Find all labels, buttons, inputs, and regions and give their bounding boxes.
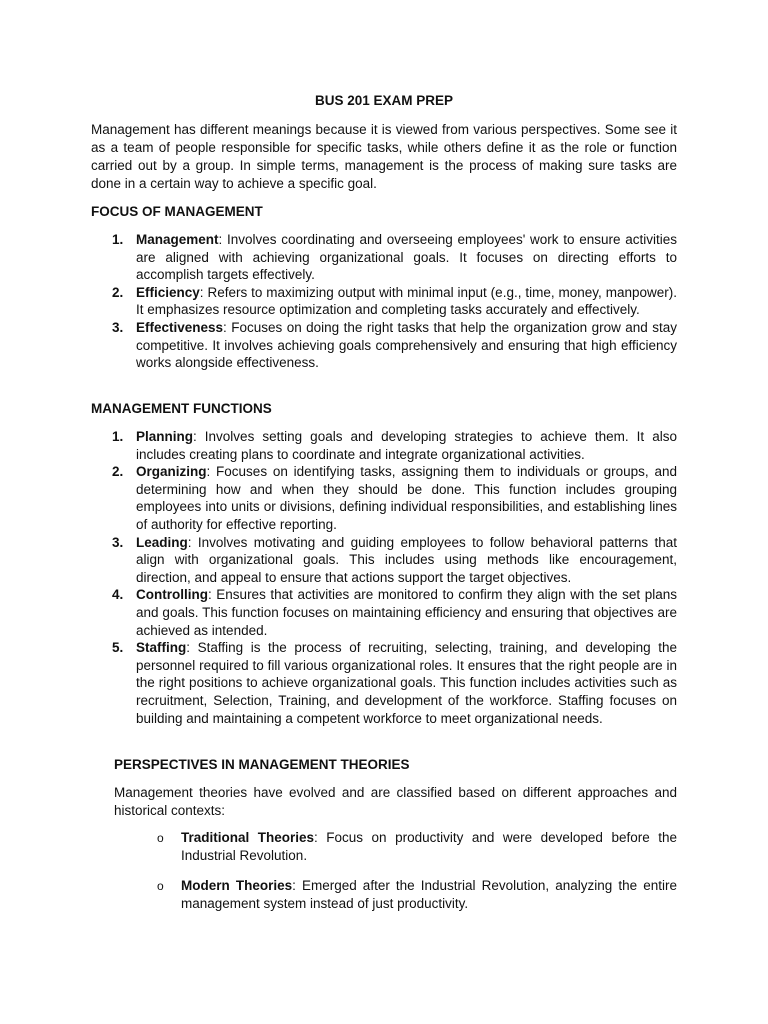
item-text: : Focuses on identifying tasks, assigning them to individuals or groups, and determining how and when they should be done. This function includes grouping employees into units or divisions, defining individual responsibilities, and establishing lines of authority for effective reporting. bbox=[136, 464, 677, 532]
item-text: : Involves setting goals and developing strategies to achieve them. It also includes creating plans to coordinate and integrate organizational activities. bbox=[136, 429, 677, 462]
item-term: Leading bbox=[136, 534, 188, 550]
item-term: Planning bbox=[136, 429, 193, 444]
item-term: Organizing bbox=[136, 464, 207, 480]
bullet-circle-icon: o bbox=[157, 879, 164, 893]
functions-list bbox=[91, 428, 677, 727]
list-number: 2. bbox=[112, 284, 124, 300]
list-number: 3. bbox=[112, 319, 124, 335]
function-item bbox=[91, 428, 677, 463]
focus-item bbox=[91, 319, 677, 372]
item-term: Modern Theories bbox=[181, 878, 293, 893]
focus-heading: FOCUS OF MANAGEMENT bbox=[91, 204, 263, 219]
focus-item bbox=[91, 284, 677, 319]
list-number: 5. bbox=[112, 640, 124, 656]
item-text: : Refers to maximizing output with minimal input (e.g., time, money, manpower). It emphasizes resource optimization and completing tasks accurately and effectively. bbox=[136, 284, 677, 318]
item-text: : Ensures that activities are monitored to confirm they align with the set plans and goals. This function focuses on maintaining efficiency and ensuring that objectives are achieved as intended. bbox=[136, 587, 677, 638]
item-text: : Emerged after the Industrial Revolution, analyzing the entire management system instead of just productivity. bbox=[181, 878, 677, 911]
item-term: Controlling bbox=[136, 587, 208, 603]
perspectives-heading: PERSPECTIVES IN MANAGEMENT THEORIES bbox=[114, 757, 410, 772]
item-term: Effectiveness bbox=[136, 319, 224, 335]
item-text: : Involves motivating and guiding employees to follow behavioral patterns that align with organizational goals. This includes using methods like encouragement, direction, and appeal to ensure that actions support the target objectives. bbox=[136, 534, 677, 585]
perspectives-list bbox=[157, 829, 677, 925]
item-term: Traditional Theories bbox=[181, 830, 315, 845]
item-term: Management bbox=[136, 232, 219, 247]
focus-item bbox=[91, 231, 677, 284]
list-number: 2. bbox=[112, 464, 124, 480]
function-item bbox=[91, 639, 677, 727]
theory-item bbox=[157, 829, 677, 865]
perspectives-intro: Management theories have evolved and are classified based on different approaches and historical contexts: bbox=[114, 785, 677, 818]
list-number: 1. bbox=[112, 429, 124, 444]
list-number: 3. bbox=[112, 534, 124, 550]
item-text: : Focus on productivity and were developed before the Industrial Revolution. bbox=[181, 830, 677, 863]
item-text: : Staffing is the process of recruiting, selecting, training, and developing the personnel required to fill various organizational roles. It ensures that the right people are in the right positions to achieve organizational goals. This function includes activities such as recruitment, Selection, Training, and development of the workforce. Staffing focuses on building and maintaining a competent workforce to meet organizational needs. bbox=[136, 640, 677, 726]
list-number: 1. bbox=[112, 232, 124, 247]
item-term: Staffing bbox=[136, 640, 187, 656]
function-item bbox=[91, 534, 677, 587]
bullet-circle-icon: o bbox=[157, 831, 164, 845]
functions-heading: MANAGEMENT FUNCTIONS bbox=[91, 401, 272, 416]
item-text: : Involves coordinating and overseeing employees' work to ensure activities are aligned with achieving organizational goals. It focuses on directing efforts to accomplish targets effectively. bbox=[136, 232, 677, 283]
function-item bbox=[91, 586, 677, 639]
focus-list bbox=[91, 231, 677, 372]
intro-paragraph: Management has different meanings because it is viewed from various perspectives. Some see it as a team of people responsible for specific tasks, while others define it as the role or function carried out by a group. In simple terms, management is the process of making sure tasks are done in a certain way to achieve a specific goal. bbox=[91, 122, 677, 191]
function-item bbox=[91, 463, 677, 533]
theory-item bbox=[157, 877, 677, 913]
document-title: BUS 201 EXAM PREP bbox=[314, 93, 454, 108]
item-term: Efficiency bbox=[136, 284, 200, 300]
list-number: 4. bbox=[112, 587, 124, 603]
item-text: : Focuses on doing the right tasks that help the organization grow and stay competitive. It involves achieving goals comprehensively and ensuring that high efficiency works alongside effectiveness. bbox=[136, 319, 677, 371]
